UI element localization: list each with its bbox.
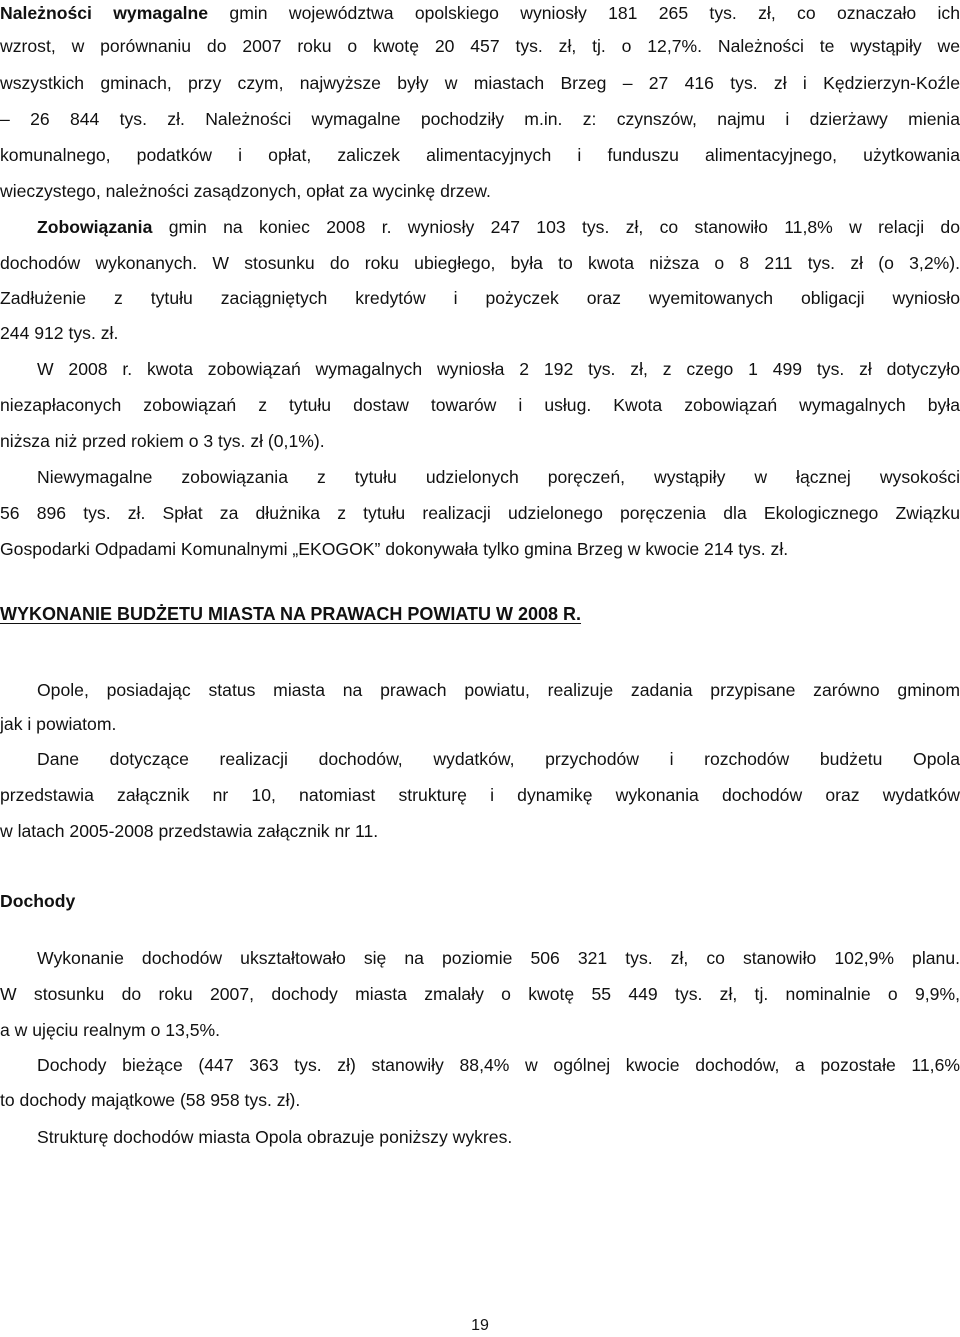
paragraph-due-liabilities-line-3: niższa niż przed rokiem o 3 tys. zł (0,1%). xyxy=(0,431,325,451)
paragraph-revenue-execution-line-2: W stosunku do roku 2007, dochody miasta zmalały o kwotę 55 449 tys. zł, tj. nominalnie o 9,9%, xyxy=(0,984,960,1004)
paragraph-liabilities-line-4: 244 912 tys. zł. xyxy=(0,323,119,343)
receivables-term: Należności wymagalne xyxy=(0,3,209,23)
paragraph-receivables-line-5: komunalnego, podatków i opłat, zaliczek alimentacyjnych i funduszu alimentacyjnego, użytkowania xyxy=(0,145,960,165)
paragraph-opole-status-line-1: Opole, posiadając status miasta na prawach powiatu, realizuje zadania przypisane zarówno gminom xyxy=(37,680,960,700)
paragraph-budget-data-line-3: w latach 2005-2008 przedstawia załącznik nr 11. xyxy=(0,821,379,841)
paragraph-receivables-line-6: wieczystego, należności zasądzonych, opłat za wycinkę drzew. xyxy=(0,181,491,201)
paragraph-current-revenues-line-2: to dochody majątkowe (58 958 tys. zł). xyxy=(0,1090,301,1110)
paragraph-due-liabilities-line-2: niezapłaconych zobowiązań z tytułu dostaw towarów i usług. Kwota zobowiązań wymagalnych była xyxy=(0,395,960,415)
paragraph-liabilities-line-1 xyxy=(37,216,960,238)
paragraph-guarantees-line-1: Niewymagalne zobowiązania z tytułu udzielonych poręczeń, wystąpiły w łącznej wysokości xyxy=(37,467,960,487)
paragraph-liabilities-line-2: dochodów wykonanych. W stosunku do roku ubiegłego, była to kwota niższa o 8 211 tys. zł (o 3,2%). xyxy=(0,253,960,273)
paragraph-budget-data-line-1: Dane dotyczące realizacji dochodów, wydatków, przychodów i rozchodów budżetu Opola xyxy=(37,749,960,769)
paragraph-guarantees-line-2: 56 896 tys. zł. Spłat za dłużnika z tytułu realizacji udzielonego poręczenia dla Ekologicznego Związku xyxy=(0,503,960,523)
paragraph-receivables-line-3: wszystkich gminach, przy czym, najwyższe były w miastach Brzeg – 27 416 tys. zł i Kędzierzyn-Koźle xyxy=(0,73,960,93)
paragraph-revenue-execution-line-3: a w ujęciu realnym o 13,5%. xyxy=(0,1020,221,1040)
paragraph-receivables-line-2: wzrost, w porównaniu do 2007 roku o kwotę 20 457 tys. zł, tj. o 12,7%. Należności te wystąpiły we xyxy=(0,36,960,56)
paragraph-opole-status-line-2: jak i powiatom. xyxy=(0,714,117,734)
paragraph-liabilities-line-3: Zadłużenie z tytułu zaciągniętych kredytów i pożyczek oraz wyemitowanych obligacji wyniosło xyxy=(0,288,960,308)
paragraph-guarantees-line-3: Gospodarki Odpadami Komunalnymi „EKOGOK” dokonywała tylko gmina Brzeg w kwocie 214 tys. zł. xyxy=(0,539,789,559)
paragraph-revenue-execution-line-1: Wykonanie dochodów ukształtowało się na poziomie 506 321 tys. zł, co stanowiło 102,9% planu. xyxy=(37,948,960,968)
section-heading: WYKONANIE BUDŻETU MIASTA NA PRAWACH POWIATU W 2008 R. xyxy=(0,604,582,624)
paragraph-current-revenues-line-1: Dochody bieżące (447 363 tys. zł) stanowiły 88,4% w ogólnej kwocie dochodów, a pozostałe 11,6% xyxy=(37,1055,960,1075)
paragraph-receivables-line-4: – 26 844 tys. zł. Należności wymagalne pochodziły m.in. z: czynszów, najmu i dzierżawy mienia xyxy=(0,109,960,129)
liabilities-term: Zobowiązania xyxy=(37,217,153,237)
paragraph-receivables-line-1 xyxy=(0,2,960,24)
paragraph-budget-data-line-2: przedstawia załącznik nr 10, natomiast strukturę i dynamikę wykonania dochodów oraz wydatków xyxy=(0,785,960,805)
liabilities-text: gmin na koniec 2008 r. wyniosły 247 103 tys. zł, co stanowiło 11,8% w relacji do xyxy=(152,217,960,237)
page-number: 19 xyxy=(471,1317,489,1334)
receivables-text: gmin województwa opolskiego wyniosły 181 265 tys. zł, co oznaczało ich xyxy=(208,3,960,23)
paragraph-chart-intro: Strukturę dochodów miasta Opola obrazuje poniższy wykres. xyxy=(37,1127,513,1147)
paragraph-due-liabilities-line-1: W 2008 r. kwota zobowiązań wymagalnych wyniosła 2 192 tys. zł, z czego 1 499 tys. zł dotyczyło xyxy=(37,359,960,379)
subheading-revenues: Dochody xyxy=(0,891,76,911)
